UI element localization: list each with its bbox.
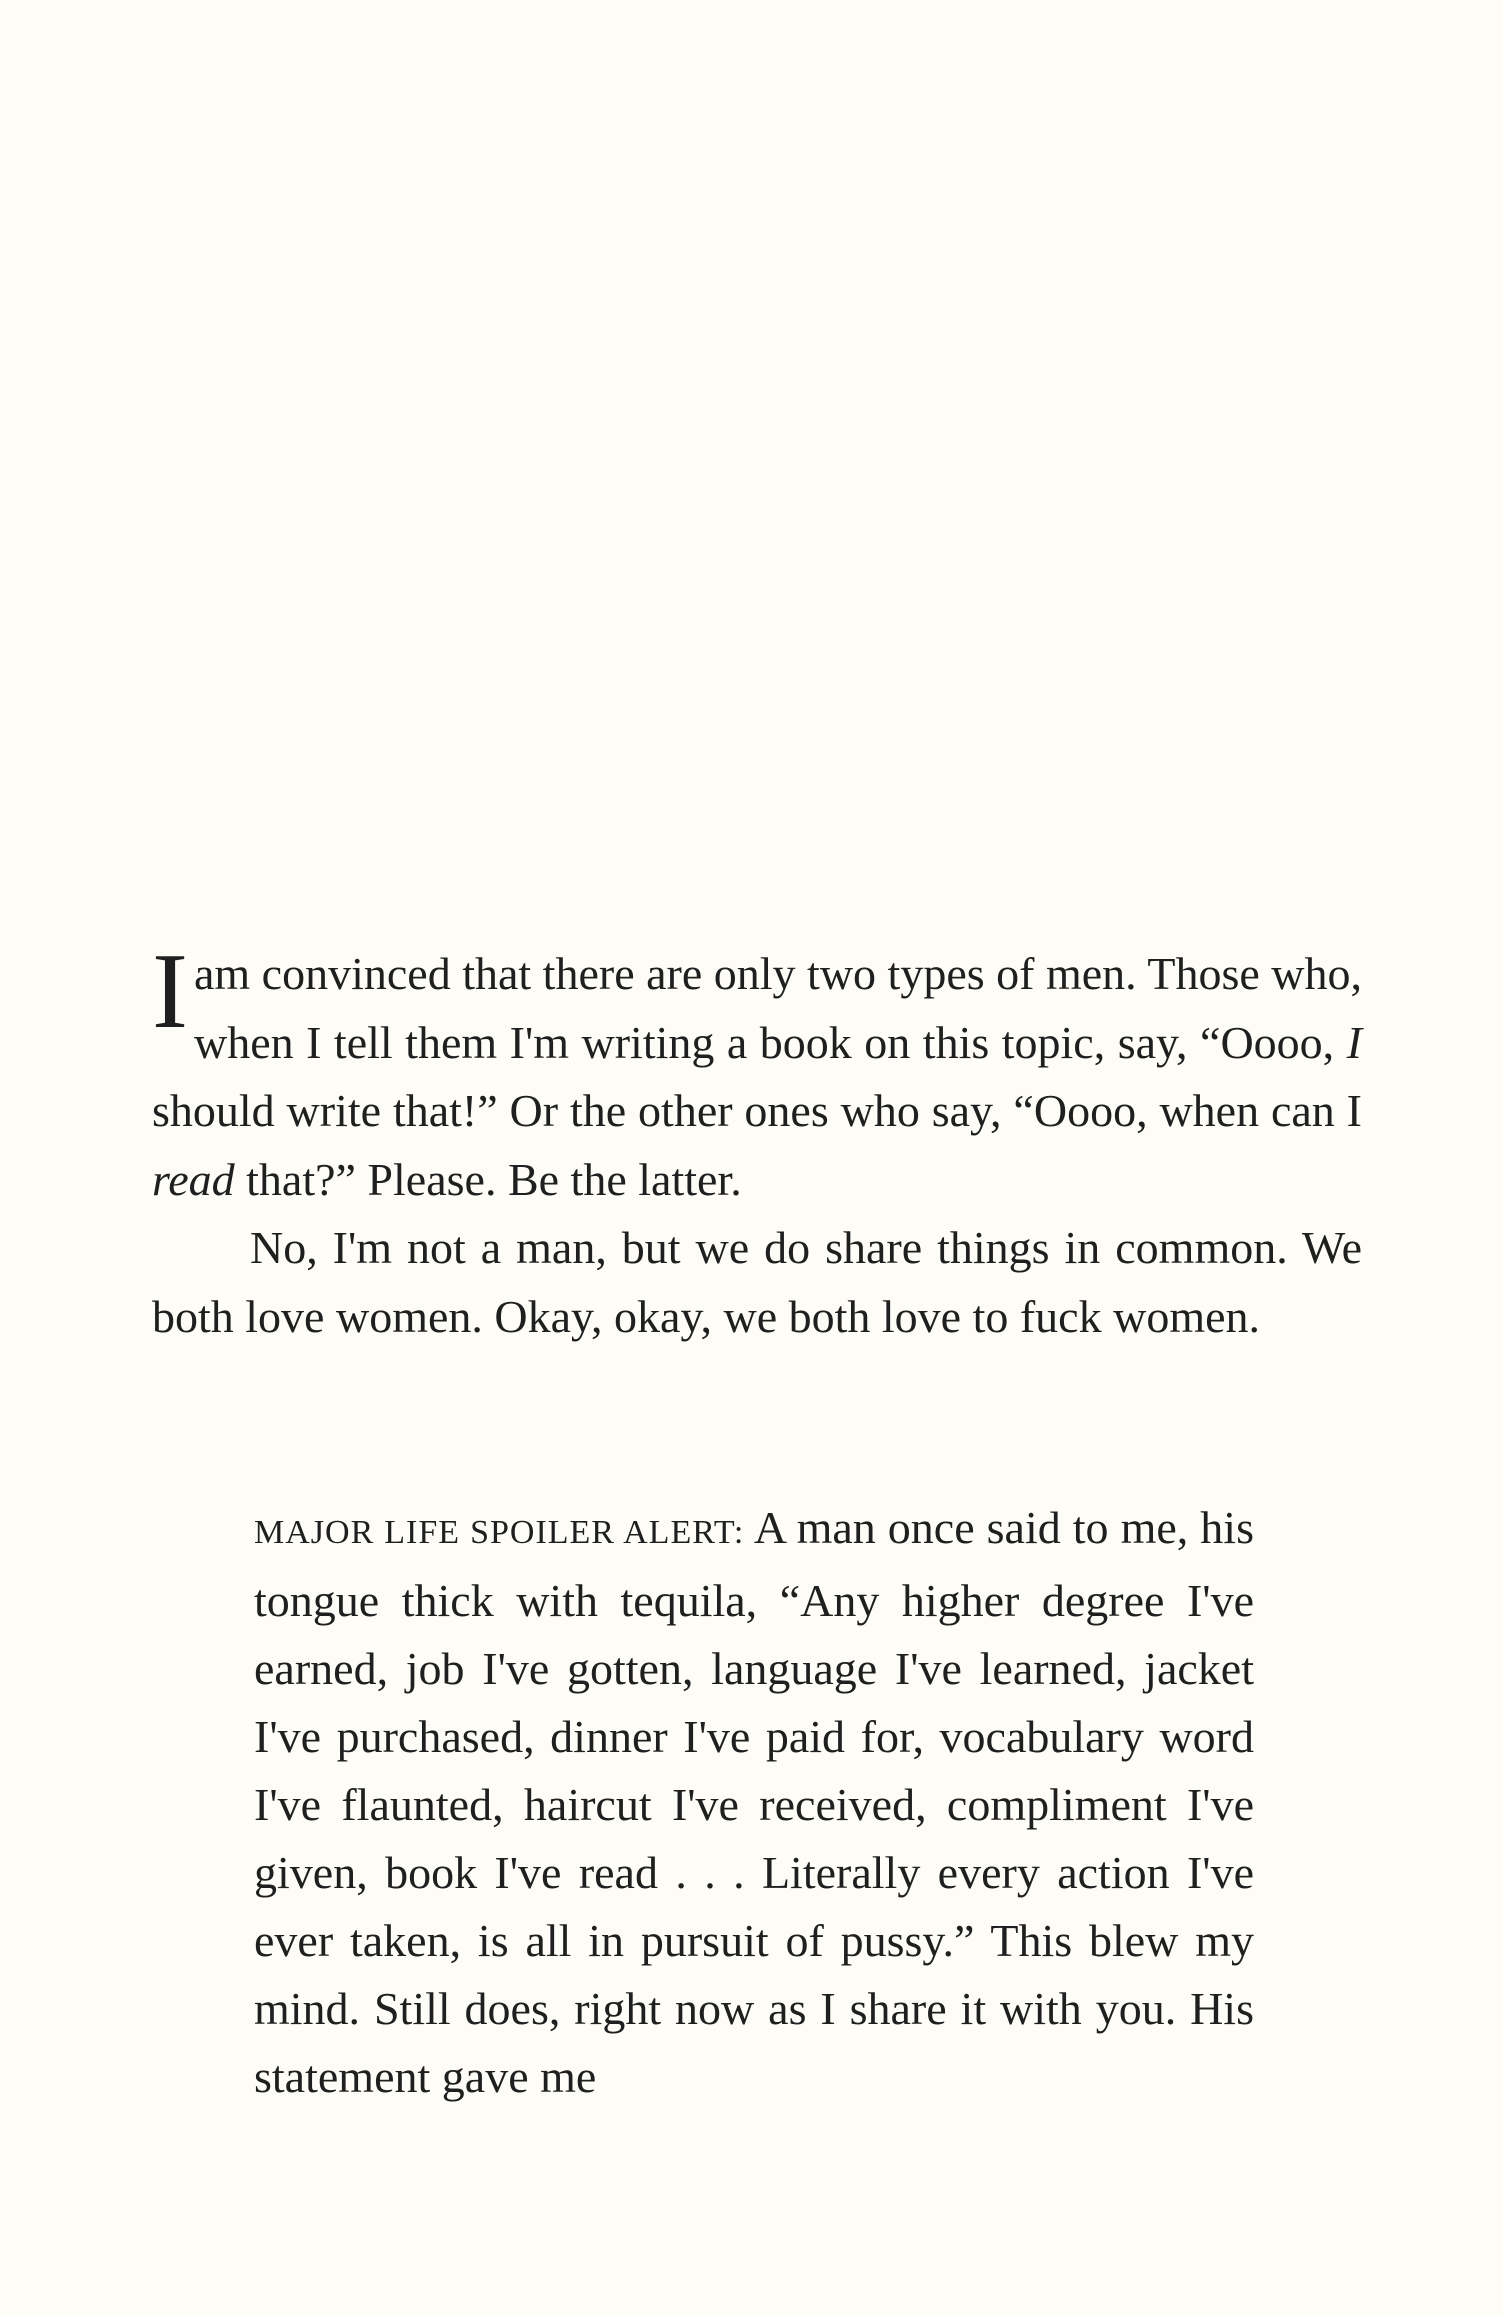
drop-cap: I [152, 932, 188, 1051]
paragraph-1 [152, 932, 1362, 1214]
paragraph-1-italic-1: I [1346, 1016, 1362, 1068]
spoiler-aside [254, 1494, 1254, 2111]
paragraph-1-part-3: that?” Please. Be the latter. [234, 1153, 742, 1205]
aside-paragraph [254, 1494, 1254, 2111]
paragraph-1-italic-2: read [152, 1153, 235, 1205]
paragraph-2: No, I'm not a man, but we do share things in common. We both love women. Okay, okay, we both love to fuck women. [152, 1222, 1362, 1342]
paragraph-1-part-2: should write that!” Or the other ones who say, “Oooo, when can I [152, 1085, 1362, 1136]
aside-label: MAJOR LIFE SPOILER ALERT: [254, 1514, 745, 1551]
paragraph-1-part-1: am convinced that there are only two types of men. Those who, when I tell them I'm writing a book on this topic, say, “Oooo, [193, 948, 1362, 1068]
aside-text: A man once said to me, his tongue thick with tequila, “Any higher degree I've earned, job I've gotten, language I've learned, jacket I've purchased, dinner I've paid for, vocabulary word I've flaunted, haircut I've received, compliment I've given, book I've read . . . Literally every action I've ever taken, is all in pursuit of pussy.” This blew my mind. Still does, right now as I share it with you. His statement gave me [254, 1502, 1254, 2102]
intro-text [152, 932, 1362, 1351]
